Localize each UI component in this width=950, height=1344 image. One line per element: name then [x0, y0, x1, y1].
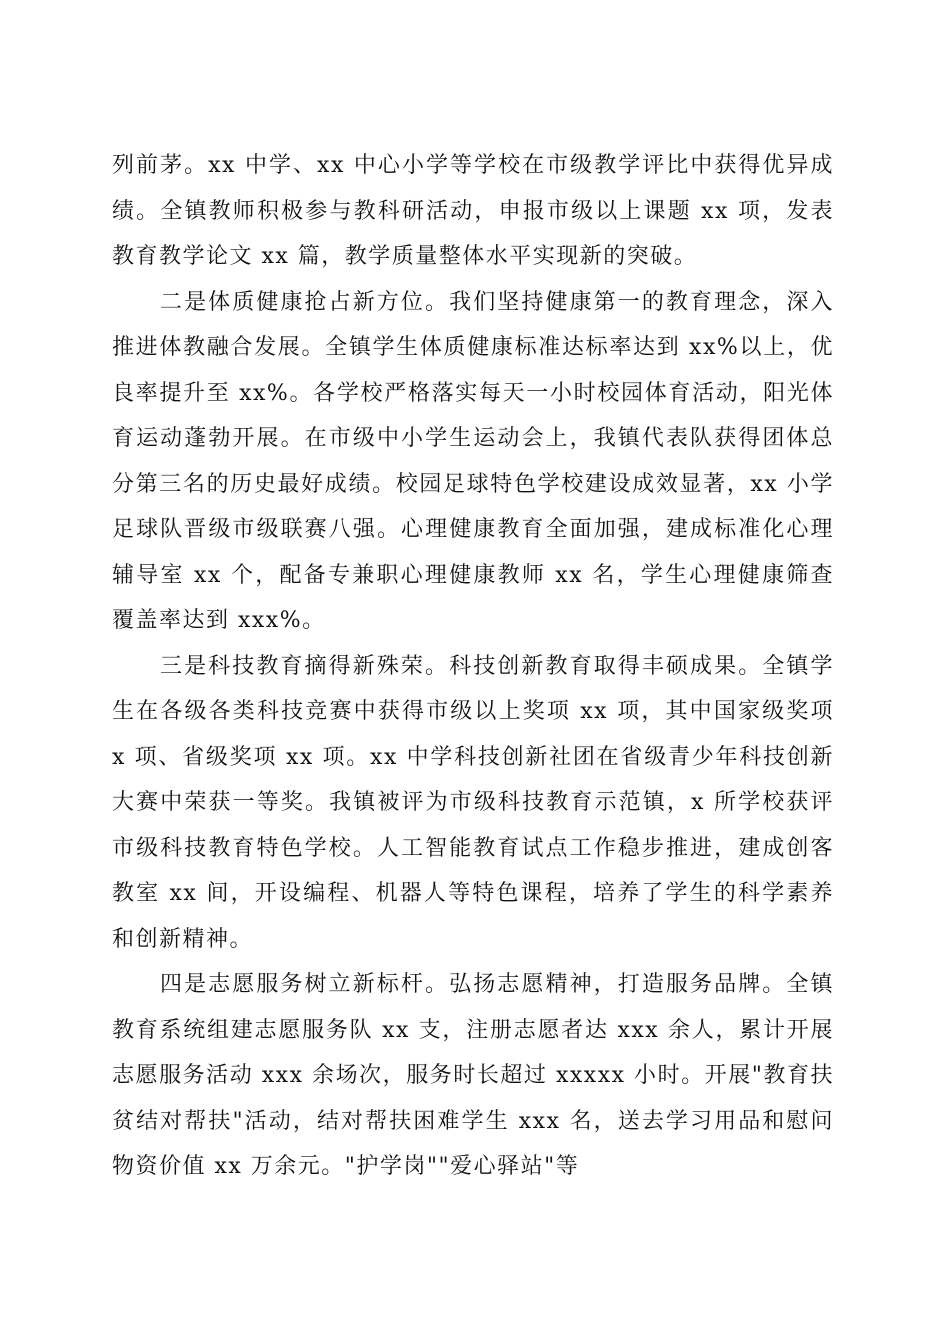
paragraph-tech-education: [112, 644, 834, 963]
paragraph-text: 弘扬志愿精神，打造服务品牌。全镇教育系统组建志愿服务队 xx 支，注册志愿者达 xxx 余人，累计开展志愿服务活动 xxx 余场次，服务时长超过 xxxxx 小时。开展"教育扶贫结对帮扶"活动，结对帮扶困难学生 xxx 名，送去学习用品和慰问物资价值 xx 万余元。"护学岗""爱心驿站"等: [112, 972, 834, 1179]
paragraph-lead: 二是体质健康抢占新方位。: [160, 289, 450, 315]
paragraph-text: 我们坚持健康第一的教育理念，深入推进体教融合发展。全镇学生体质健康标准达标率达到 xx%以上，优良率提升至 xx%。各学校严格落实每天一小时校园体育活动，阳光体育运动蓬勃开展。在市级中小学生运动会上，我镇代表队获得团体总分第三名的历史最好成绩。校园足球特色学校建设成效显著，xx 小学足球队晋级市级联赛八强。心理健康教育全面加强，建成标准化心理辅导室 xx 个，配备专兼职心理健康教师 xx 名，学生心理健康筛查覆盖率达到 xxx%。: [112, 289, 834, 633]
paragraph-text: 科技创新教育取得丰硕成果。全镇学生在各级各类科技竞赛中获得市级以上奖项 xx 项，其中国家级奖项 x 项、省级奖项 xx 项。xx 中学科技创新社团在省级青少年科技创新大赛中荣获一等奖。我镇被评为市级科技教育示范镇，x 所学校获评市级科技教育特色学校。人工智能教育试点工作稳步推进，建成创客教室 xx 间，开设编程、机器人等特色课程，培养了学生的科学素养和创新精神。: [112, 653, 834, 952]
paragraph-teaching-quality: [112, 143, 834, 280]
paragraph-physical-health: [112, 280, 834, 644]
paragraph-lead: 三是科技教育摘得新殊荣。: [160, 653, 450, 679]
paragraph-volunteer-service: [112, 962, 834, 1190]
paragraph-lead: 四是志愿服务树立新标杆。: [160, 972, 450, 997]
paragraph-text: 列前茅。xx 中学、xx 中心小学等学校在市级教学评比中获得优异成绩。全镇教师积极参与教科研活动，申报市级以上课题 xx 项，发表教育教学论文 xx 篇，教学质量整体水平实现新的突破。: [112, 153, 834, 269]
document-body: [112, 143, 834, 1190]
